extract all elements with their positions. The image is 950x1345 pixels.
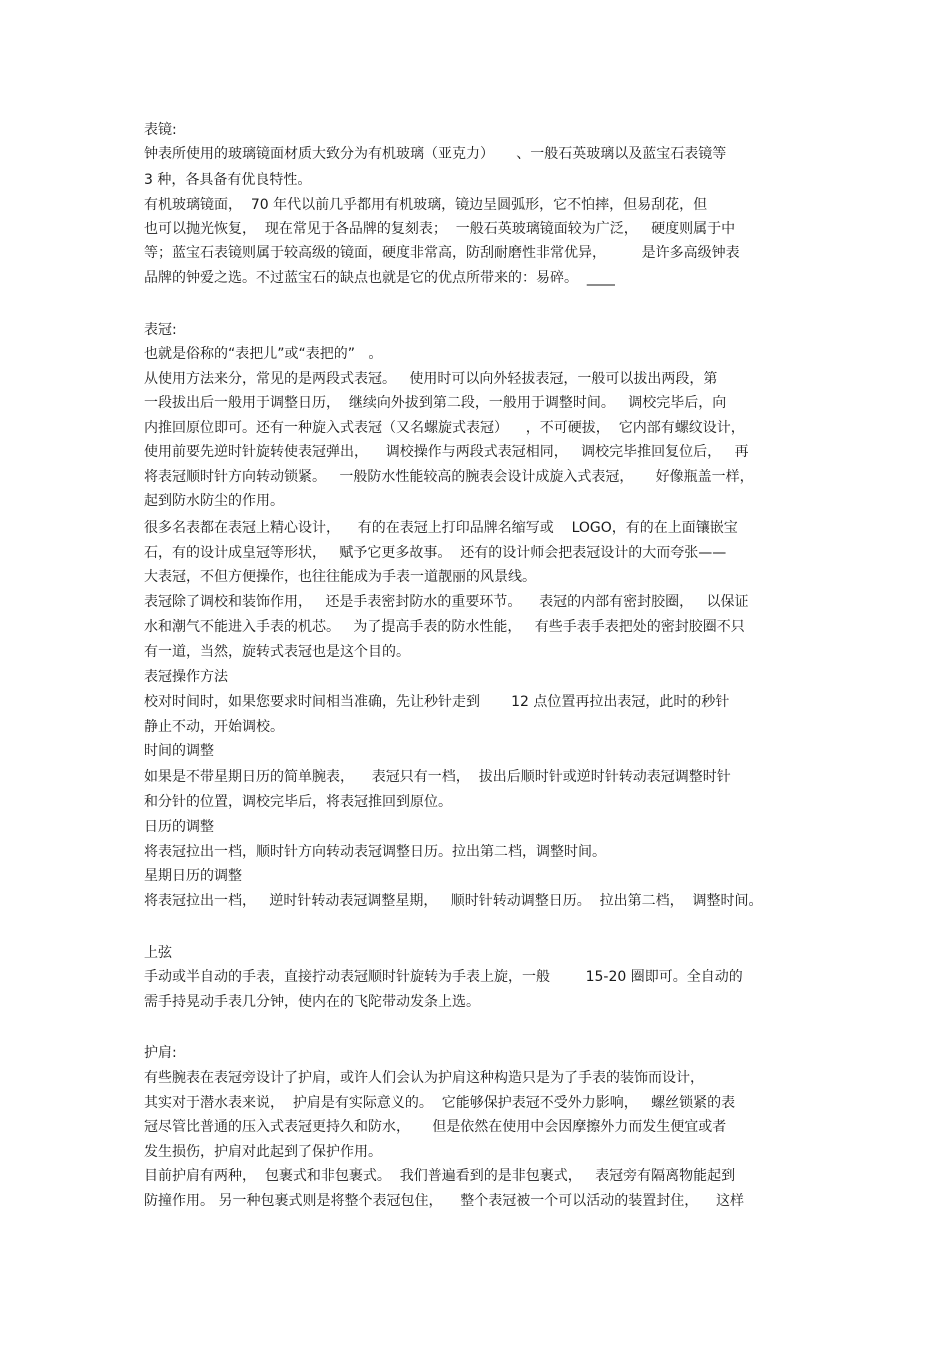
subheading-crown-operation: 表冠操作方法 — [144, 669, 228, 685]
heading-winding: 上弦 — [144, 945, 172, 961]
text-line: 其实对于潜水表来说， 护肩是有实际意义的。 它能够保护表冠不受外力影响， 螺丝锁紧的表 — [144, 1095, 736, 1111]
text-line: 需手持晃动手表几分钟，使内在的飞陀带动发条上选。 — [144, 994, 480, 1010]
text-line: 钟表所使用的玻璃镜面材质大致分为有机玻璃（亚克力） 、一般石英玻璃以及蓝宝石表镜等 — [144, 146, 727, 162]
text-line: 校对时间时，如果您要求时间相当准确，先让秒针走到 12 点位置再拉出表冠，此时的秒针 — [144, 694, 730, 710]
heading-crown-guard: 护肩: — [144, 1045, 177, 1061]
text-line: 有机玻璃镜面， 70 年代以前几乎都用有机玻璃，镜边呈圆弧形，它不怕摔，但易刮花，但 — [144, 197, 708, 213]
text-line: 很多名表都在表冠上精心设计， 有的在表冠上打印品牌名缩写或 LOGO，有的在上面镶嵌宝 — [144, 520, 738, 536]
text-line: 有些腕表在表冠旁设计了护肩，或许人们会认为护肩这种构造只是为了手表的装饰而设计， — [144, 1070, 704, 1086]
text-line: 一段拔出后一般用于调整日历， 继续向外拔到第二段，一般用于调整时间。 调校完毕后，向 — [144, 395, 727, 411]
text-line: 等；蓝宝石表镜则属于较高级的镜面，硬度非常高，防刮耐磨性非常优异， 是许多高级钟表 — [144, 245, 740, 261]
text-line: 目前护肩有两种， 包裹式和非包裹式。 我们普遍看到的是非包裹式， 表冠旁有隔离物能起到 — [144, 1168, 736, 1184]
text-line: 也可以抛光恢复， 现在常见于各品牌的复刻表； 一般石英玻璃镜面较为广泛， 硬度则属于中 — [144, 221, 736, 237]
text-line: 静止不动，开始调校。 — [144, 719, 284, 735]
text-line: 石，有的设计成皇冠等形状， 赋予它更多故事。 还有的设计师会把表冠设计的大而夸张—— — [144, 545, 727, 561]
text-line: 防撞作用。 另一种包裹式则是将整个表冠包住， 整个表冠被一个可以活动的装置封住， 这样 — [144, 1193, 745, 1209]
text-line: 将表冠顺时针方向转动锁紧。 一般防水性能较高的腕表会设计成旋入式表冠， 好像瓶盖一样， — [144, 469, 754, 485]
text-line: 有一道，当然，旋转式表冠也是这个目的。 — [144, 644, 410, 660]
subheading-date-adjust: 日历的调整 — [144, 819, 214, 835]
text-line: 将表冠拉出一档， 逆时针转动表冠调整星期， 顺时针转动调整日历。 拉出第二档， 调整时间。 — [144, 893, 763, 909]
text-line: 手动或半自动的手表，直接拧动表冠顺时针旋转为手表上旋，一般 15-20 圈即可。全自动的 — [144, 969, 743, 985]
text-line: 将表冠拉出一档，顺时针方向转动表冠调整日历。拉出第二档，调整时间。 — [144, 844, 606, 860]
text-line: 冠尽管比普通的压入式表冠更持久和防水， 但是依然在使用中会因摩擦外力而发生便宜或者 — [144, 1119, 727, 1135]
text-line: 起到防水防尘的作用。 — [144, 493, 284, 509]
heading-crown: 表冠: — [144, 322, 177, 338]
subheading-day-date-adjust: 星期日历的调整 — [144, 868, 242, 884]
text-line: 如果是不带星期日历的简单腕表， 表冠只有一档， 拔出后顺时针或逆时针转动表冠调整时针 — [144, 769, 731, 785]
text-line: 也就是俗称的“表把儿”或“表把的” 。 — [144, 346, 383, 362]
text-line: 水和潮气不能进入手表的机芯。 为了提高手表的防水性能， 有些手表手表把处的密封胶圈不只 — [144, 619, 745, 635]
text-line: 发生损伤，护肩对此起到了保护作用。 — [144, 1144, 382, 1160]
subheading-time-adjust: 时间的调整 — [144, 743, 214, 759]
heading-watch-glass: 表镜: — [144, 122, 177, 138]
text-line: 使用前要先逆时针旋转使表冠弹出， 调校操作与两段式表冠相同， 调校完毕推回复位后， 再 — [144, 444, 749, 460]
text-line: 从使用方法来分，常见的是两段式表冠。 使用时可以向外轻拔表冠，一般可以拔出两段，第 — [144, 371, 718, 387]
text-line: 3 种，各具备有优良特性。 — [144, 172, 312, 188]
text-line: 内推回原位即可。还有一种旋入式表冠（又名螺旋式表冠） ，不可硬拔， 它内部有螺纹设计， — [144, 420, 745, 436]
text-line: 表冠除了调校和装饰作用， 还是手表密封防水的重要环节。 表冠的内部有密封胶圈， 以保证 — [144, 594, 749, 610]
text-line: 和分针的位置，调校完毕后，将表冠推回到原位。 — [144, 794, 452, 810]
text-line: 大表冠，不但方便操作，也往往能成为手表一道靓丽的风景线。 — [144, 569, 536, 585]
text-line: 品牌的钟爱之选。不过蓝宝石的缺点也就是它的优点所带来的：易碎。 ____ — [144, 270, 615, 286]
